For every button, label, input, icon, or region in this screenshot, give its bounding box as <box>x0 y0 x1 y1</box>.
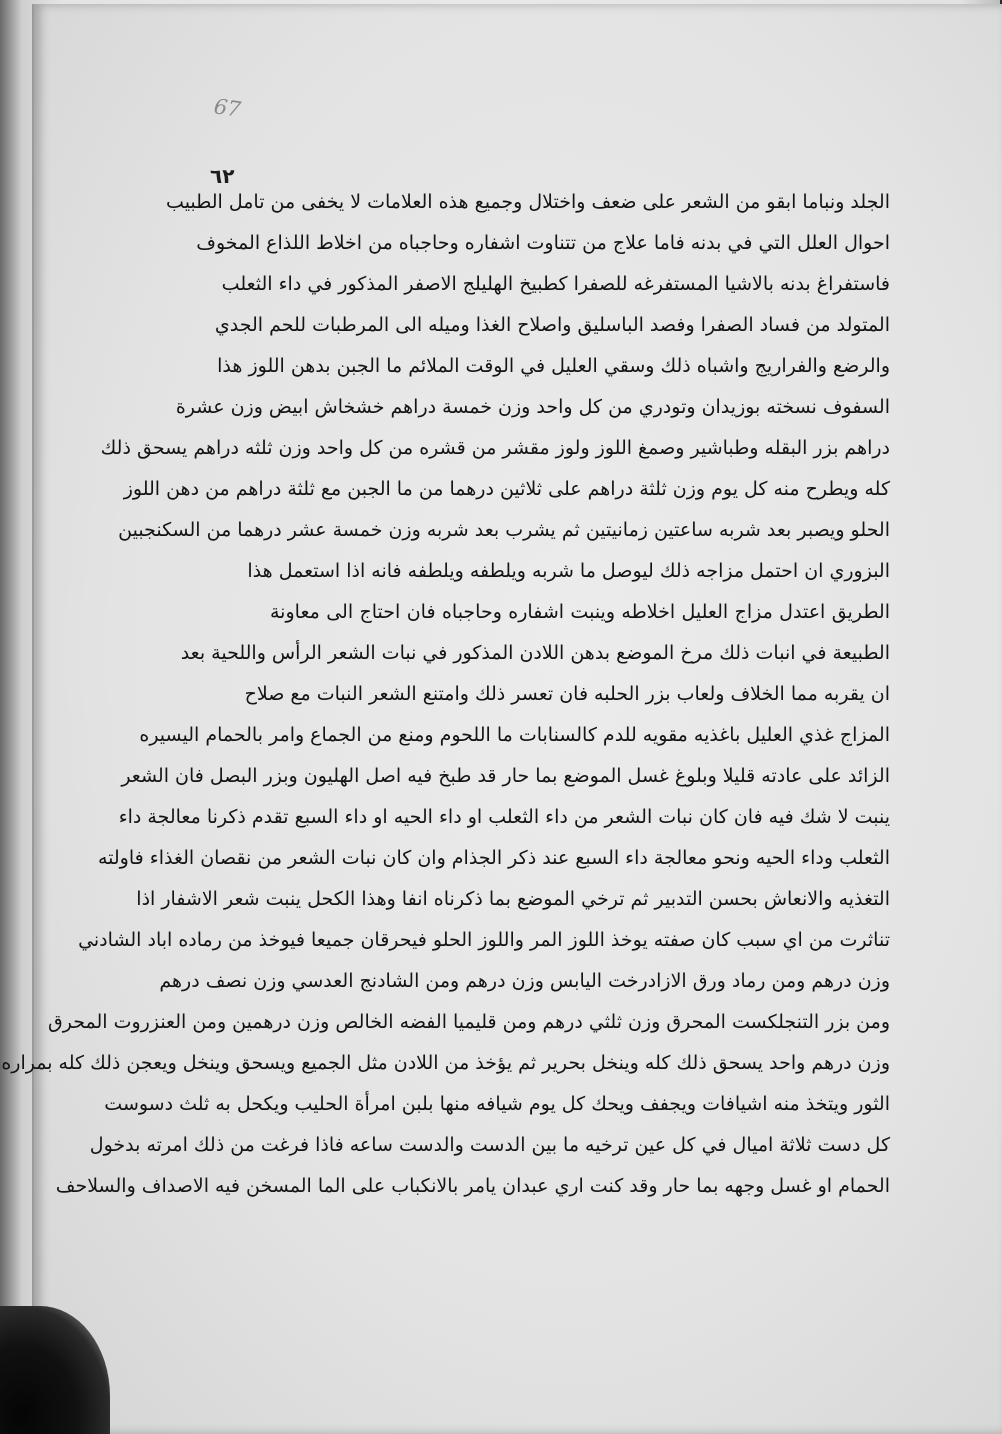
text-line: ومن بزر التنجلكست المحرق وزن ثلثي درهم ومن قليميا الفضه الخالص وزن درهمين ومن العنزروت المحرق <box>48 1011 890 1033</box>
manuscript-text-block <box>1 182 890 1207</box>
text-line: الزائد على عادته قليلا وبلوغ غسل الموضع بما حار قد طبخ فيه اصل الهليون وبزر البصل فان الشعر <box>121 765 890 787</box>
text-line: كله ويطرح منه كل يوم وزن ثلثة دراهم على ثلاثين درهما من ما الجبن مع ثلثة دراهم من دهن اللوز <box>123 478 890 500</box>
text-line: الطريق اعتدل مزاج العليل اخلاطه وينبت اشفاره وحاجباه فان احتاج الى معاونة <box>270 601 890 623</box>
text-line: احوال العلل التي في بدنه فاما علاج من تتناوت اشفاره وحاجباه من اخلاط اللذاع المخوف <box>196 232 890 254</box>
text-line: التغذيه والانعاش بحسن التدبير ثم ترخي الموضع بما ذكرناه انفا وهذا الكحل ينبت شعر الاشفار اذا <box>136 888 890 910</box>
text-line: دراهم بزر البقله وطباشير وصمغ اللوز ولوز مقشر من قشره من كل واحد وزن ثلثه دراهم يسحق ذلك <box>100 437 890 459</box>
text-line: الحلو ويصبر بعد شربه ساعتين زمانيتين ثم يشرب بعد شربه وزن خمسة عشر درهما من السكنجبين <box>118 519 890 541</box>
ink-folio-number: ٦٢ <box>210 164 235 188</box>
text-line: الثعلب وداء الحيه ونحو معالجة داء السبع عند ذكر الجذام وان كان نبات الشعر من نقصان الغذاء فاولته <box>97 847 890 869</box>
text-line: الثور ويتخذ منه اشيافات ويجفف ويحك كل يوم شيافه منها بلبن امرأة الحليب ويكحل به ثلث دسوست <box>104 1093 890 1115</box>
text-line: ان يقربه مما الخلاف ولعاب بزر الحلبه فان تعسر ذلك وامتنع الشعر النبات مع صلاح <box>244 683 890 705</box>
text-line: ينبت لا شك فيه فان كان نبات الشعر من داء الثعلب او داء الحيه او داء السبع تقدم ذكرنا معالجة داء <box>118 806 890 828</box>
text-line: السفوف نسخته بوزيدان وتودري من كل واحد وزن خمسة دراهم خشخاش ابيض وزن عشرة <box>175 396 890 418</box>
pencil-folio-number: 67 <box>212 94 243 122</box>
text-line: البزوري ان احتمل مزاجه ذلك ليوصل ما شربه ويلطفه ويلطفه فانه اذا استعمل هذا <box>247 560 890 582</box>
text-line: المزاج غذي العليل باغذيه مقويه للدم كالسنابات ما اللحوم ومنع من الجماع وامر بالحمام اليسيره <box>139 724 890 746</box>
text-line: وزن درهم ومن رماد ورق الازادرخت اليابس وزن درهم ومن الشادنج العدسي وزن نصف درهم <box>159 970 890 992</box>
text-line: تناثرت من اي سبب كان صفته يوخذ اللوز المر واللوز الحلو فيحرقان جميعا فيوخذ من رماده اباد الشادني <box>78 929 890 951</box>
text-line: فاستفراغ بدنه بالاشيا المستفرغه للصفرا كطبيخ الهليلج الاصفر المذكور في داء الثعلب <box>221 273 890 295</box>
text-line: الجلد ونباما ابقو من الشعر على ضعف واختلال وجميع هذه العلامات لا يخفى من تامل الطبيب <box>166 191 890 213</box>
text-line: الحمام او غسل وجهه بما حار وقد كنت اري عبدان يامر بالانكباب على الما المسخن فيه الاصداف والسلاحف <box>55 1175 890 1197</box>
text-line: والرضع والفراريج واشباه ذلك وسقي العليل في الوقت الملائم ما الجبن بدهن اللوز هذا <box>217 355 890 377</box>
text-line: كل دست ثلاثة اميال في كل عين ترخيه ما بين الدست والدست ساعه فاذا فرغت من ذلك امرته بدخول <box>89 1134 890 1156</box>
text-line: المتولد من فساد الصفرا وفصد الباسليق واصلاح الغذا وميله الى المرطبات للحم الجدي <box>214 314 890 336</box>
text-line: الطبيعة في انبات ذلك مرخ الموضع بدهن اللادن المذكور في نبات الشعر الرأس واللحية بعد <box>180 642 890 664</box>
text-line: وزن درهم واحد يسحق ذلك كله وينخل بحرير ثم يؤخذ من اللادن مثل الجميع ويسحق وينخل ويعجن ذلك كله بمراره <box>1 1052 890 1074</box>
